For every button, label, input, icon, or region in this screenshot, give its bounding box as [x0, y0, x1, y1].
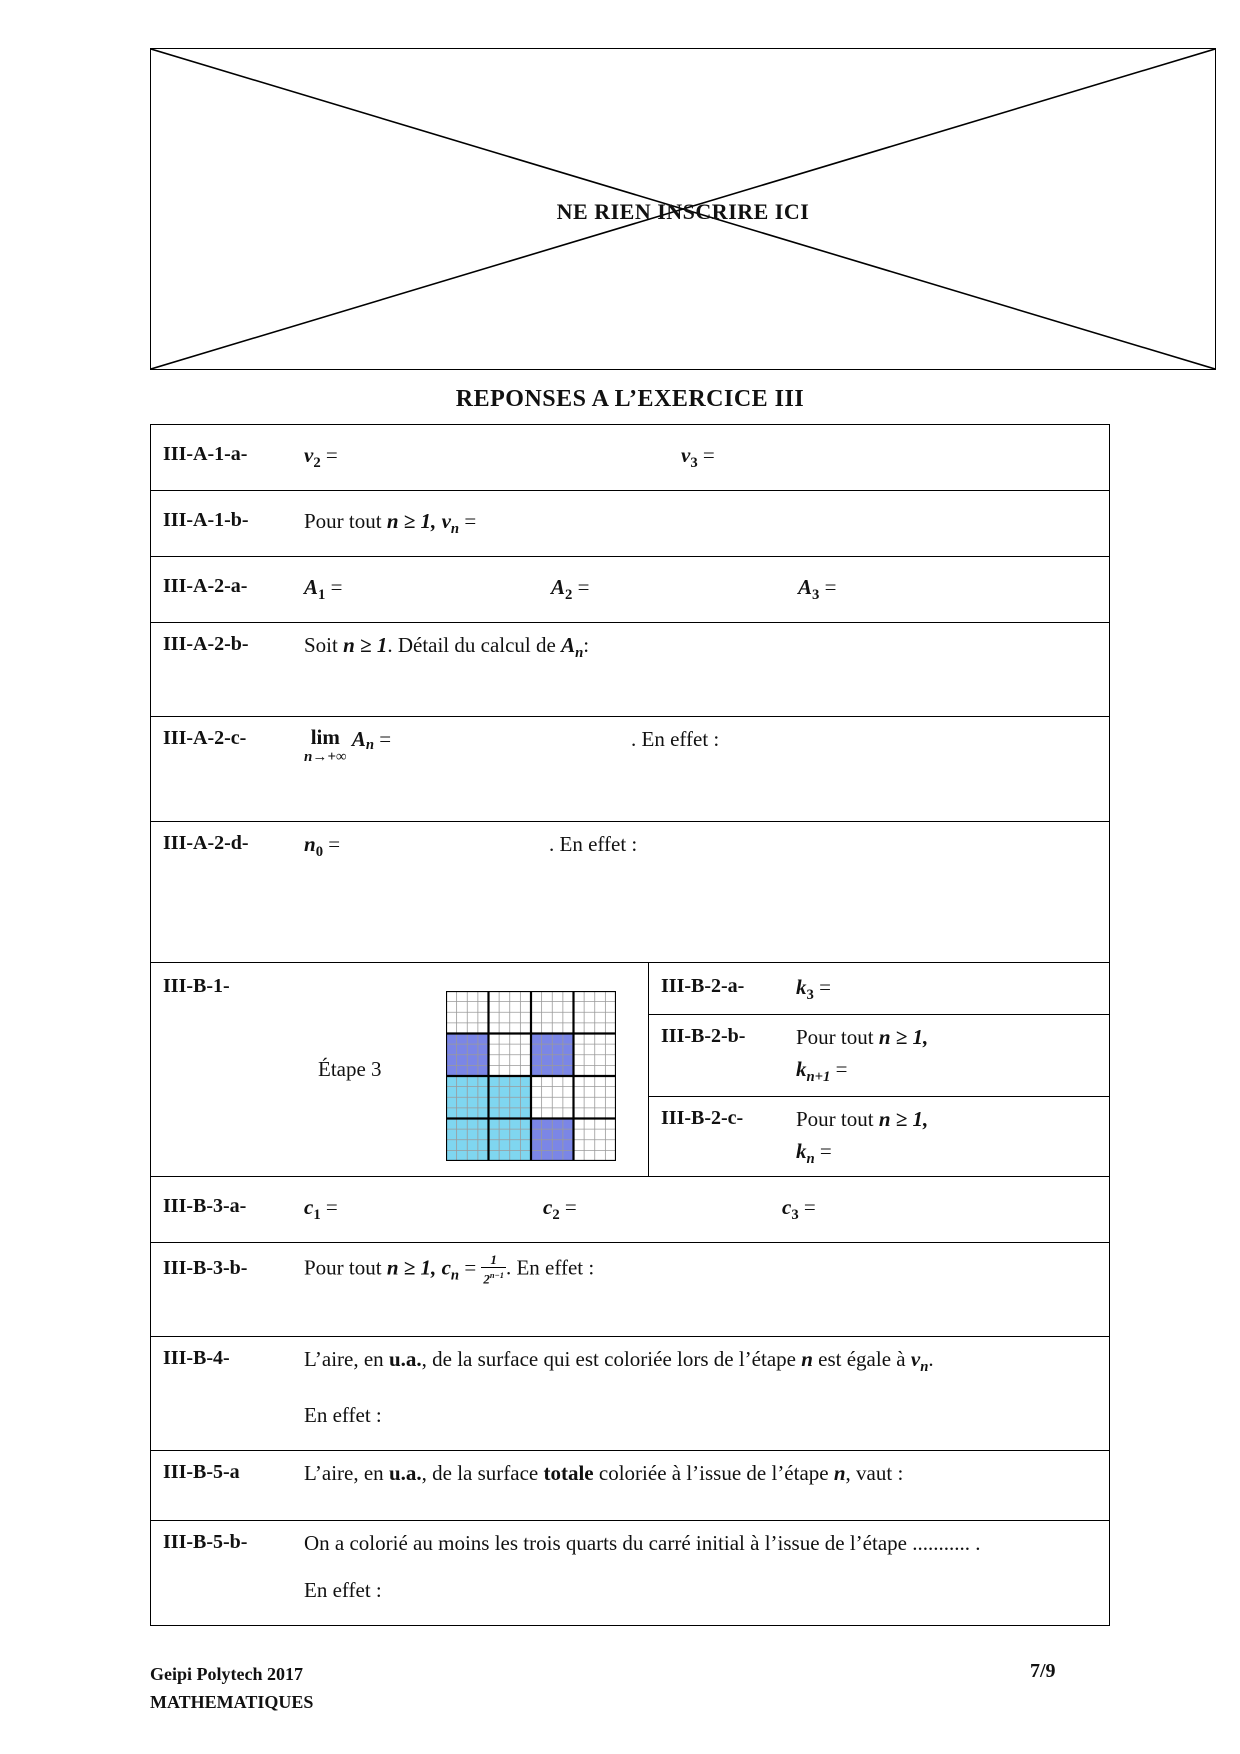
answer-c2[interactable]: $c_2$ =: [543, 1195, 577, 1224]
en-effet-label: . En effet :: [631, 727, 720, 751]
statement-text: L’aire, en u.a., de la surface qui est coloriée lors de l’étape n est égale à $v_n$.: [304, 1347, 934, 1376]
iii-b-2-cells: [649, 963, 1109, 1176]
question-label: III-A-2-d-: [163, 832, 249, 854]
answer-row-iii-a-2-b: [151, 623, 1109, 717]
answer-cn-proof[interactable]: Pour tout n ≥ 1, $c_n$ = $\frac{1}{2^{n-1}}$ . En effet :: [304, 1252, 595, 1287]
coloring-grid-figure: [446, 991, 616, 1161]
question-label: III-B-2-b-: [661, 1025, 746, 1047]
answer-row-iii-b-2-c: [649, 1097, 1109, 1175]
answer-kn-plus-1[interactable]: $k_{n+1}$ =: [796, 1057, 848, 1086]
answer-row-iii-a-2-a: [151, 557, 1109, 623]
answer-k3[interactable]: $k_3$ =: [796, 975, 831, 1004]
question-label: III-A-2-a-: [163, 575, 248, 597]
answer-a1[interactable]: $A_1$ =: [304, 575, 343, 604]
page-number: 7/9: [1030, 1660, 1056, 1682]
answer-table: [150, 424, 1110, 1626]
answer-row-iii-a-1-b: [151, 491, 1109, 557]
footer-subject: MATHEMATIQUES: [150, 1692, 314, 1712]
question-label: III-B-3-b-: [163, 1257, 248, 1279]
fraction: $\frac{1}{2^{n-1}}$: [483, 1252, 504, 1287]
section-title: REPONSES A L’EXERCICE III: [455, 386, 805, 412]
answer-total-area[interactable]: L’aire, en u.a., de la surface totale coloriée à l’issue de l’étape n, vaut :: [304, 1461, 904, 1485]
answer-vn[interactable]: Pour tout n ≥ 1, $v_n$ =: [304, 509, 477, 538]
question-label: III-B-2-a-: [661, 975, 745, 997]
answer-c3[interactable]: $c_3$ =: [782, 1195, 816, 1224]
iii-b-1-cell: [151, 963, 649, 1176]
answer-three-quarters-step[interactable]: On a colorié au moins les trois quarts du carré initial à l’issue de l’étape ........... .: [304, 1531, 981, 1555]
answer-an-detail[interactable]: Soit n ≥ 1. Détail du calcul de $A_n$:: [304, 633, 590, 662]
en-effet-label: . En effet :: [549, 832, 638, 856]
answer-v3[interactable]: $v_3$ =: [681, 443, 715, 472]
answer-limit[interactable]: lim n→+∞ $A_n$ =: [304, 725, 392, 765]
question-label: III-A-2-b-: [163, 633, 249, 655]
question-label: III-B-5-b-: [163, 1531, 248, 1553]
do-not-write-notice: NE RIEN INSCRIRE ICI: [556, 199, 810, 224]
en-effet-label[interactable]: En effet :: [304, 1403, 382, 1427]
answer-row-iii-b-3-a: [151, 1177, 1109, 1243]
condition-text: Pour tout n ≥ 1,: [796, 1107, 929, 1131]
limit-operator: lim n→+∞: [304, 725, 347, 765]
step-label: Étape 3: [318, 1057, 382, 1081]
en-effet-label[interactable]: En effet :: [304, 1578, 382, 1602]
answer-row-iii-a-2-d: [151, 822, 1109, 963]
question-label: III-B-1-: [163, 975, 230, 997]
condition-text: Pour tout n ≥ 1,: [796, 1025, 929, 1049]
answer-a3[interactable]: $A_3$ =: [798, 575, 837, 604]
answer-row-iii-b-2-a: [649, 963, 1109, 1015]
answer-kn[interactable]: $k_n$ =: [796, 1139, 832, 1168]
answer-row-iii-b-5-a: [151, 1451, 1109, 1521]
answer-row-iii-b-1-b-2: [151, 963, 1109, 1177]
answer-row-iii-a-2-c: [151, 717, 1109, 822]
answer-row-iii-a-1-a: [151, 425, 1109, 491]
answer-row-iii-b-4: [151, 1337, 1109, 1451]
question-label: III-B-5-a: [163, 1461, 240, 1483]
answer-a2[interactable]: $A_2$ =: [551, 575, 590, 604]
answer-v2[interactable]: $v_2$ =: [304, 443, 338, 472]
question-label: III-B-4-: [163, 1347, 230, 1369]
question-label: III-B-2-c-: [661, 1107, 744, 1129]
footer-exam-name: Geipi Polytech 2017: [150, 1664, 303, 1684]
answer-row-iii-b-5-b: [151, 1521, 1109, 1625]
footer-left: [150, 1660, 313, 1716]
question-label: III-A-1-a-: [163, 443, 248, 465]
do-not-write-box: [150, 48, 1216, 370]
question-label: III-B-3-a-: [163, 1195, 247, 1217]
question-label: III-A-1-b-: [163, 509, 249, 531]
answer-n0[interactable]: $n_0$ =: [304, 832, 341, 861]
question-label: III-A-2-c-: [163, 727, 247, 749]
answer-c1[interactable]: $c_1$ =: [304, 1195, 338, 1224]
answer-row-iii-b-2-b: [649, 1015, 1109, 1097]
answer-row-iii-b-3-b: [151, 1243, 1109, 1337]
